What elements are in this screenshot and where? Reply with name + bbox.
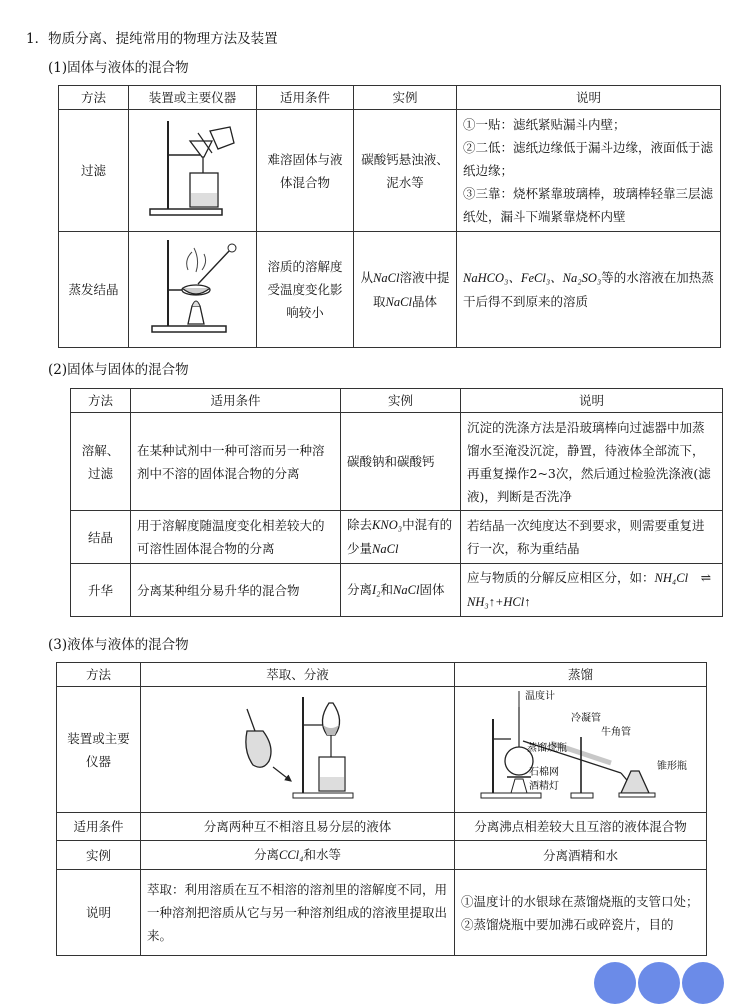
chem-formula: NaCl xyxy=(373,270,400,285)
method-dissolve-filter: 溶解、过滤 xyxy=(71,413,131,511)
distill-label: 锥形瓶 xyxy=(656,761,687,772)
chem-formula: NH₄Cl xyxy=(654,571,689,585)
chem-formula: NaCl xyxy=(393,583,420,597)
notes-evaporation xyxy=(457,232,721,348)
example-distillation: 分离酒精和水 xyxy=(455,841,707,870)
example-text: 分离 xyxy=(347,582,373,597)
example-text: 从 xyxy=(360,269,374,285)
header-method: 方法 xyxy=(57,663,141,687)
example-text: 分离 xyxy=(253,847,279,862)
chem-formula: CCl₄ xyxy=(279,848,304,862)
chem-formula: NaCl xyxy=(385,294,412,309)
notes-dissolve-filter: 沉淀的洗涤方法是沿玻璃棒向过滤器中加蒸馏水至淹没沉淀，静置，待液体全部流下，再重复操作2~3次，然后通过检验洗涤液(滤液)，判断是否洗净 xyxy=(461,413,723,511)
note-line: ③三靠：烧杯紧靠玻璃棒，玻璃棒轻靠三层滤纸处，漏斗下端紧靠烧杯内壁 xyxy=(463,186,714,224)
note-text: 应与物质的分解反应相区分，如： xyxy=(467,570,655,585)
dot-icon xyxy=(638,962,680,1004)
distill-label: 冷凝管 xyxy=(570,713,601,724)
header-apparatus: 装置或主要仪器 xyxy=(129,86,257,110)
filtration-apparatus xyxy=(129,110,257,232)
distillation-apparatus-icon xyxy=(471,689,691,803)
dot-icon xyxy=(682,962,724,1004)
separatory-funnel-icon xyxy=(233,691,363,801)
chem-formula: NaHCO₃、FeCl₃、Na₂SO₃ xyxy=(463,271,602,285)
notes-extraction: 萃取：利用溶质在互不相溶的溶剂里的溶解度不同，用一种溶剂把溶质从它与另一种溶剂组成的溶液里提取出来。 xyxy=(141,870,455,956)
notes-filtration xyxy=(457,110,721,232)
header-condition: 适用条件 xyxy=(131,389,341,413)
section1-title: (1)固体与液体的混合物 xyxy=(48,60,189,76)
main-heading: 1．物质分离、提纯常用的物理方法及装置 xyxy=(26,31,278,47)
chem-formula: I₂ xyxy=(372,583,381,597)
chem-formula: NaCl xyxy=(372,542,399,556)
example-text: 除去 xyxy=(347,517,373,532)
reversible-arrow-icon: ⇌ xyxy=(700,570,712,585)
method-sublimation: 升华 xyxy=(71,564,131,617)
row-label-condition: 适用条件 xyxy=(57,813,141,841)
note-line: ①温度计的水银球在蒸馏烧瓶的支管口处； xyxy=(461,893,699,909)
header-method: 方法 xyxy=(71,389,131,413)
distill-label: 酒精灯 xyxy=(528,781,559,792)
distill-label: 牛角管 xyxy=(600,727,631,738)
section3-title: (3)液体与液体的混合物 xyxy=(48,637,189,653)
example-filtration: 碳酸钙悬浊液、泥水等 xyxy=(354,110,457,232)
notes-crystallize: 若结晶一次纯度达不到要求，则需要重复进行一次，称为重结晶 xyxy=(461,511,723,564)
filtration-apparatus-icon xyxy=(138,113,248,221)
header-notes: 说明 xyxy=(457,86,721,110)
distill-label: 温度计 xyxy=(524,691,555,702)
header-example: 实例 xyxy=(341,389,461,413)
dot-icon xyxy=(594,962,636,1004)
note-text: 等的水溶液在加热蒸干后得不到原来的溶质 xyxy=(463,270,714,309)
solid-solid-table xyxy=(70,388,723,617)
example-text: 和 xyxy=(380,582,394,597)
chem-formula: NH₃↑+HCl↑ xyxy=(467,595,531,609)
method-crystallize: 结晶 xyxy=(71,511,131,564)
condition-distillation: 分离沸点相差较大且互溶的液体混合物 xyxy=(455,813,707,841)
header-condition: 适用条件 xyxy=(257,86,354,110)
example-evaporation xyxy=(354,232,457,348)
example-text: 固体 xyxy=(419,582,445,597)
distill-label: 石棉网 xyxy=(528,767,559,778)
condition-filtration: 难溶固体与液体混合物 xyxy=(257,110,354,232)
chem-formula: KNO₃ xyxy=(372,518,403,532)
header-extraction: 萃取、分液 xyxy=(141,663,455,687)
solid-liquid-table xyxy=(58,85,721,348)
decorative-dots xyxy=(590,950,740,1006)
condition-evaporation: 溶质的溶解度受温度变化影响较小 xyxy=(257,232,354,348)
notes-distillation xyxy=(455,870,707,956)
header-notes: 说明 xyxy=(461,389,723,413)
liquid-liquid-table xyxy=(56,662,707,956)
example-text: 中混有的少量 xyxy=(347,517,453,556)
note-line: ②蒸馏烧瓶中要加沸石或碎瓷片，目的 xyxy=(461,916,674,932)
evaporation-apparatus-icon xyxy=(138,234,248,338)
header-example: 实例 xyxy=(354,86,457,110)
distillation-apparatus xyxy=(455,687,707,813)
example-text: 溶液中提取 xyxy=(373,269,450,309)
section2-title: (2)固体与固体的混合物 xyxy=(48,362,189,378)
method-evaporation: 蒸发结晶 xyxy=(59,232,129,348)
condition-sublimation: 分离某种组分易升华的混合物 xyxy=(131,564,341,617)
extraction-apparatus xyxy=(141,687,455,813)
method-filtration: 过滤 xyxy=(59,110,129,232)
notes-sublimation xyxy=(461,564,723,617)
condition-extraction: 分离两种互不相溶且易分层的液体 xyxy=(141,813,455,841)
distill-label: 蒸馏烧瓶 xyxy=(526,743,567,754)
example-sublimation xyxy=(341,564,461,617)
condition-crystallize: 用于溶解度随温度变化相差较大的可溶性固体混合物的分离 xyxy=(131,511,341,564)
header-distillation: 蒸馏 xyxy=(455,663,707,687)
example-text: 和水等 xyxy=(303,847,342,862)
row-label-notes: 说明 xyxy=(57,870,141,956)
row-label-apparatus: 装置或主要仪器 xyxy=(57,687,141,813)
example-extraction xyxy=(141,841,455,870)
example-dissolve-filter: 碳酸钠和碳酸钙 xyxy=(341,413,461,511)
evaporation-apparatus xyxy=(129,232,257,348)
condition-dissolve-filter: 在某种试剂中一种可溶而另一种溶剂中不溶的固体混合物的分离 xyxy=(131,413,341,511)
note-line: ①一贴：滤纸紧贴漏斗内壁； xyxy=(463,117,626,132)
header-method: 方法 xyxy=(59,86,129,110)
note-line: ②二低：滤纸边缘低于漏斗边缘，液面低于滤纸边缘； xyxy=(463,140,714,178)
example-crystallize xyxy=(341,511,461,564)
example-text: 晶体 xyxy=(411,293,437,309)
row-label-example: 实例 xyxy=(57,841,141,870)
